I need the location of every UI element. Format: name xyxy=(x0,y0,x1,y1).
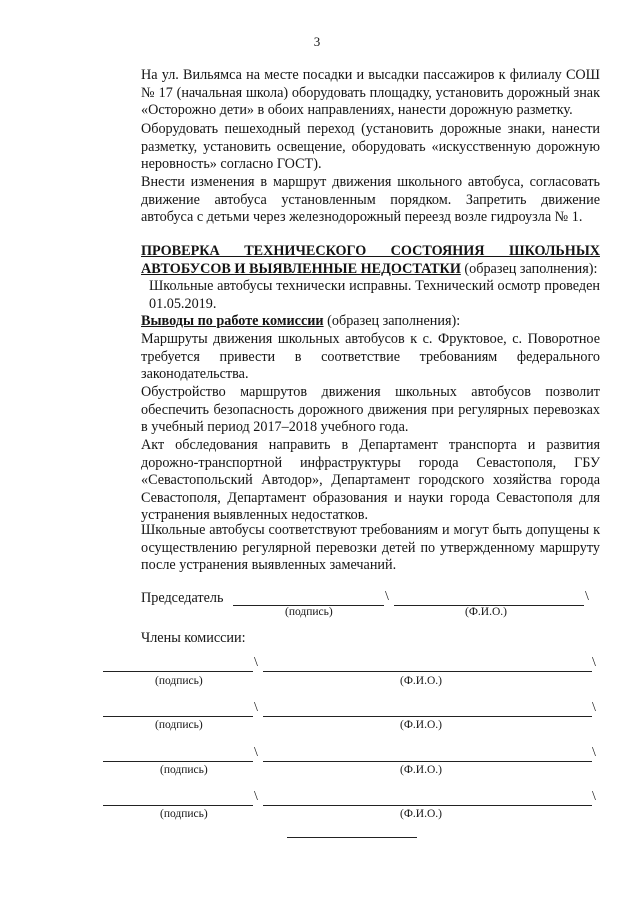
member-slash-1: \ xyxy=(254,789,258,804)
paragraph-crosswalk: Оборудовать пешеходный переход (установить дорожные знаки, нанести разметку, установить освещение, оборудовать «искусственную дорожную неровность» согласно ГОСТ). xyxy=(141,121,600,173)
member-slash-2: \ xyxy=(592,700,596,715)
member-signature-line xyxy=(103,761,253,762)
section-heading-block xyxy=(103,243,600,278)
member-slash-2: \ xyxy=(592,789,596,804)
chairman-signature-caption: (подпись) xyxy=(285,606,333,618)
member-signature-caption: (подпись) xyxy=(155,719,203,731)
member-slash-1: \ xyxy=(254,700,258,715)
paragraph-route-change: Внести изменения в маршрут движения школьного автобуса, согласовать движение автобуса установленным порядком. Запретить движение автобуса с детьми через железнодорожный переезд возле гидроузла № 1. xyxy=(141,174,600,226)
member-signature-caption: (подпись) xyxy=(155,675,203,687)
paragraph-routes: Маршруты движения школьных автобусов к с. Фруктовое, с. Поворотное требуется привести в соответствие требованиям федерального законодательства. xyxy=(141,331,600,383)
chairman-slash-2: \ xyxy=(585,589,589,604)
member-signature-caption: (подпись) xyxy=(160,764,208,776)
members-label: Члены комиссии: xyxy=(141,630,246,646)
paragraph-bus-stop: На ул. Вильямса на месте посадки и высадки пассажиров к филиалу СОШ № 17 (начальная школа) оборудовать площадку, установить дорожный знак «Осторожно дети» в обоих направлениях, нанести дорожную разметку. xyxy=(141,67,600,119)
paragraph-safety: Обустройство маршрутов движения школьных автобусов позволит обеспечить безопасность дорожного движения при регулярных перевозках в учебный период 2017–2018 учебного года. xyxy=(141,384,600,436)
member-name-caption: (Ф.И.О.) xyxy=(400,675,442,687)
member-slash-1: \ xyxy=(254,655,258,670)
member-name-line xyxy=(263,716,592,717)
member-name-caption: (Ф.И.О.) xyxy=(400,719,442,731)
paragraph-admission: Школьные автобусы соответствуют требованиям и могут быть допущены к осуществлению регулярной перевозки детей по утвержденному маршруту после устранения выявленных замечаний. xyxy=(141,522,600,574)
section-heading: ПРОВЕРКА ТЕХНИЧЕСКОГО СОСТОЯНИЯ ШКОЛЬНЫХ АВТОБУСОВ И ВЫЯВЛЕННЫЕ НЕДОСТАТКИ xyxy=(141,243,600,277)
conclusions-heading-block xyxy=(103,313,600,331)
conclusions-heading-note: (образец заполнения): xyxy=(327,313,461,329)
section-heading-note: (образец заполнения): xyxy=(464,260,598,277)
member-signature-line xyxy=(103,716,253,717)
member-slash-2: \ xyxy=(592,655,596,670)
member-slash-2: \ xyxy=(592,745,596,760)
chairman-slash-1: \ xyxy=(385,589,389,604)
member-signature-line xyxy=(103,805,253,806)
chairman-label: Председатель xyxy=(141,590,224,606)
member-signature-line xyxy=(103,671,253,672)
closing-rule xyxy=(287,837,417,838)
member-name-caption: (Ф.И.О.) xyxy=(400,808,442,820)
paragraph-act-distribution: Акт обследования направить в Департамент транспорта и развития дорожно-транспортной инфраструктуры города Севастополя, ГБУ «Севастопольский Автодор», Департамент городского хозяйства города Севастополя, Департамент образования и науки города Севастополя для устранения выявленных недостатков. xyxy=(141,437,600,524)
member-slash-1: \ xyxy=(254,745,258,760)
conclusions-heading: Выводы по работе комиссии xyxy=(141,313,324,329)
member-name-line xyxy=(263,805,592,806)
member-name-line xyxy=(263,761,592,762)
paragraph-technical-state: Школьные автобусы технически исправны. Технический осмотр проведен 01.05.2019. xyxy=(149,278,600,312)
page-number: 3 xyxy=(313,34,321,49)
member-signature-caption: (подпись) xyxy=(160,808,208,820)
member-name-caption: (Ф.И.О.) xyxy=(400,764,442,776)
chairman-name-caption: (Ф.И.О.) xyxy=(465,606,507,618)
member-name-line xyxy=(263,671,592,672)
